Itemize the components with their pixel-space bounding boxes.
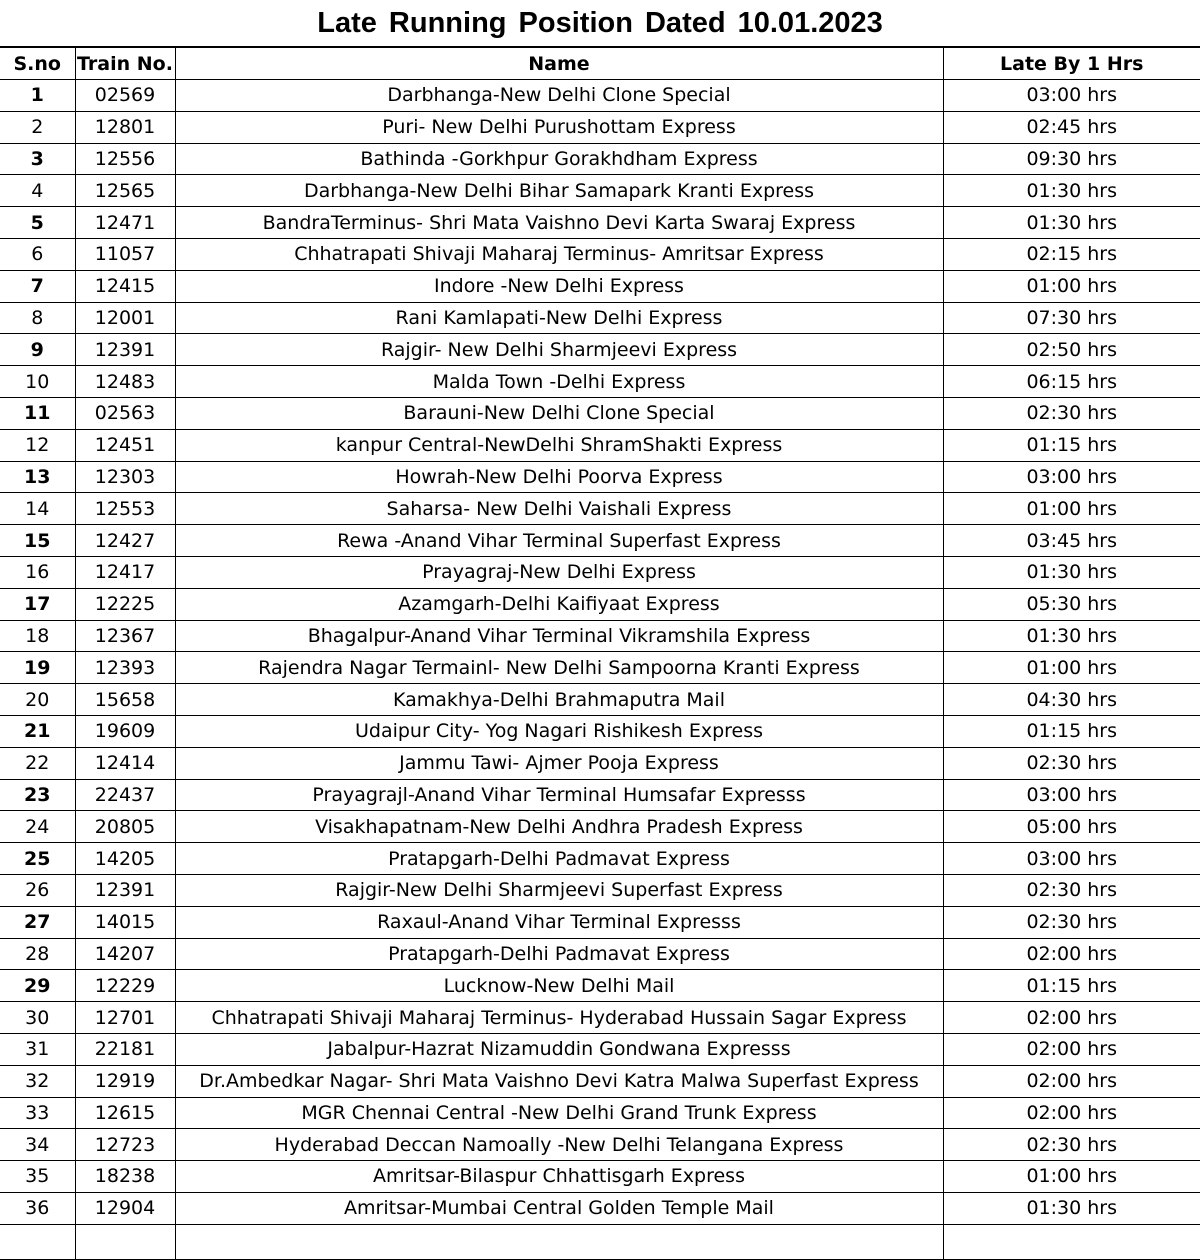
cell-train-name: Chhatrapati Shivaji Maharaj Terminus- Hyderabad Hussain Sagar Express [175, 1002, 943, 1034]
cell-sno: 12 [0, 429, 75, 461]
cell-train-no: 12415 [75, 270, 175, 302]
cell-train-no: 15658 [75, 684, 175, 716]
empty-cell [175, 1224, 943, 1259]
page-title: Late Running Position Dated 10.01.2023 [0, 0, 1200, 47]
table-row [0, 461, 1200, 493]
cell-train-name: Howrah-New Delhi Poorva Express [175, 461, 943, 493]
cell-late-by: 01:00 hrs [943, 493, 1200, 525]
cell-train-name: Pratapgarh-Delhi Padmavat Express [175, 938, 943, 970]
empty-row [0, 1224, 1200, 1259]
cell-late-by: 03:00 hrs [943, 779, 1200, 811]
cell-train-no: 12417 [75, 556, 175, 588]
cell-train-no: 12427 [75, 525, 175, 557]
cell-late-by: 02:50 hrs [943, 334, 1200, 366]
cell-train-name: Kamakhya-Delhi Brahmaputra Mail [175, 684, 943, 716]
table-row [0, 906, 1200, 938]
empty-cell [75, 1224, 175, 1259]
cell-train-name: Rajgir-New Delhi Sharmjeevi Superfast Express [175, 874, 943, 906]
cell-late-by: 03:00 hrs [943, 461, 1200, 493]
cell-late-by: 06:15 hrs [943, 366, 1200, 398]
table-row [0, 1097, 1200, 1129]
cell-sno: 9 [0, 334, 75, 366]
cell-sno: 5 [0, 207, 75, 239]
cell-train-no: 12367 [75, 620, 175, 652]
cell-late-by: 04:30 hrs [943, 684, 1200, 716]
table-row [0, 334, 1200, 366]
cell-sno: 3 [0, 143, 75, 175]
table-row [0, 1192, 1200, 1224]
cell-train-no: 12225 [75, 588, 175, 620]
cell-train-name: Udaipur City- Yog Nagari Rishikesh Express [175, 715, 943, 747]
table-row [0, 525, 1200, 557]
cell-train-no: 12701 [75, 1002, 175, 1034]
cell-train-name: Hyderabad Deccan Namoally -New Delhi Telangana Express [175, 1129, 943, 1161]
cell-sno: 30 [0, 1002, 75, 1034]
table-row [0, 843, 1200, 875]
cell-late-by: 03:45 hrs [943, 525, 1200, 557]
cell-late-by: 01:15 hrs [943, 429, 1200, 461]
cell-train-no: 12904 [75, 1192, 175, 1224]
cell-train-name: BandraTerminus- Shri Mata Vaishno Devi Karta Swaraj Express [175, 207, 943, 239]
cell-late-by: 02:00 hrs [943, 1002, 1200, 1034]
cell-sno: 35 [0, 1161, 75, 1193]
cell-train-name: Puri- New Delhi Purushottam Express [175, 111, 943, 143]
table-row [0, 1002, 1200, 1034]
cell-train-no: 12451 [75, 429, 175, 461]
cell-late-by: 01:30 hrs [943, 620, 1200, 652]
table-row [0, 1161, 1200, 1193]
cell-train-no: 12801 [75, 111, 175, 143]
cell-train-name: Amritsar-Mumbai Central Golden Temple Mail [175, 1192, 943, 1224]
table-row [0, 588, 1200, 620]
cell-sno: 26 [0, 874, 75, 906]
cell-sno: 19 [0, 652, 75, 684]
cell-late-by: 02:00 hrs [943, 1065, 1200, 1097]
cell-train-name: Darbhanga-New Delhi Clone Special [175, 80, 943, 112]
cell-train-name: Lucknow-New Delhi Mail [175, 970, 943, 1002]
cell-train-name: kanpur Central-NewDelhi ShramShakti Express [175, 429, 943, 461]
cell-train-name: Rajendra Nagar Termainl- New Delhi Sampoorna Kranti Express [175, 652, 943, 684]
cell-sno: 4 [0, 175, 75, 207]
table-row [0, 747, 1200, 779]
table-row [0, 811, 1200, 843]
cell-train-name: Raxaul-Anand Vihar Terminal Expresss [175, 906, 943, 938]
cell-train-name: MGR Chennai Central -New Delhi Grand Trunk Express [175, 1097, 943, 1129]
cell-train-no: 12391 [75, 874, 175, 906]
cell-train-no: 12553 [75, 493, 175, 525]
cell-late-by: 01:00 hrs [943, 652, 1200, 684]
cell-late-by: 02:30 hrs [943, 874, 1200, 906]
table-row [0, 80, 1200, 112]
cell-train-name: Darbhanga-New Delhi Bihar Samapark Kranti Express [175, 175, 943, 207]
cell-late-by: 09:30 hrs [943, 143, 1200, 175]
cell-train-no: 22437 [75, 779, 175, 811]
cell-train-name: Indore -New Delhi Express [175, 270, 943, 302]
cell-train-name: Rewa -Anand Vihar Terminal Superfast Express [175, 525, 943, 557]
table-row [0, 207, 1200, 239]
cell-sno: 17 [0, 588, 75, 620]
cell-late-by: 02:00 hrs [943, 938, 1200, 970]
cell-train-no: 14015 [75, 906, 175, 938]
cell-train-name: Saharsa- New Delhi Vaishali Express [175, 493, 943, 525]
cell-train-no: 19609 [75, 715, 175, 747]
late-running-table [0, 47, 1200, 1260]
cell-train-no: 20805 [75, 811, 175, 843]
table-row [0, 779, 1200, 811]
cell-sno: 24 [0, 811, 75, 843]
table-row [0, 111, 1200, 143]
cell-late-by: 02:00 hrs [943, 1033, 1200, 1065]
cell-late-by: 01:30 hrs [943, 207, 1200, 239]
cell-late-by: 01:00 hrs [943, 270, 1200, 302]
cell-sno: 20 [0, 684, 75, 716]
cell-late-by: 01:30 hrs [943, 556, 1200, 588]
cell-late-by: 05:00 hrs [943, 811, 1200, 843]
cell-train-no: 02569 [75, 80, 175, 112]
table-body [0, 80, 1200, 1260]
cell-sno: 10 [0, 366, 75, 398]
cell-train-no: 12414 [75, 747, 175, 779]
cell-train-name: Rani Kamlapati-New Delhi Express [175, 302, 943, 334]
table-row [0, 143, 1200, 175]
table-row [0, 970, 1200, 1002]
cell-train-name: Dr.Ambedkar Nagar- Shri Mata Vaishno Devi Katra Malwa Superfast Express [175, 1065, 943, 1097]
cell-train-name: Malda Town -Delhi Express [175, 366, 943, 398]
cell-train-name: Amritsar-Bilaspur Chhattisgarh Express [175, 1161, 943, 1193]
cell-late-by: 03:00 hrs [943, 843, 1200, 875]
empty-cell [943, 1224, 1200, 1259]
cell-late-by: 01:00 hrs [943, 1161, 1200, 1193]
cell-train-no: 22181 [75, 1033, 175, 1065]
table-row [0, 238, 1200, 270]
cell-sno: 33 [0, 1097, 75, 1129]
cell-train-no: 12393 [75, 652, 175, 684]
cell-train-name: Prayagraj-New Delhi Express [175, 556, 943, 588]
cell-sno: 7 [0, 270, 75, 302]
cell-late-by: 02:00 hrs [943, 1097, 1200, 1129]
cell-sno: 21 [0, 715, 75, 747]
cell-late-by: 05:30 hrs [943, 588, 1200, 620]
table-row [0, 493, 1200, 525]
cell-late-by: 01:30 hrs [943, 175, 1200, 207]
table-row [0, 938, 1200, 970]
cell-train-no: 12556 [75, 143, 175, 175]
cell-train-no: 12471 [75, 207, 175, 239]
header-name: Name [175, 48, 943, 80]
cell-train-name: Barauni-New Delhi Clone Special [175, 397, 943, 429]
table-row [0, 684, 1200, 716]
cell-late-by: 07:30 hrs [943, 302, 1200, 334]
header-late-by: Late By 1 Hrs [943, 48, 1200, 80]
table-row [0, 715, 1200, 747]
cell-sno: 32 [0, 1065, 75, 1097]
table-row [0, 1129, 1200, 1161]
cell-sno: 11 [0, 397, 75, 429]
cell-train-name: Rajgir- New Delhi Sharmjeevi Express [175, 334, 943, 366]
cell-train-no: 12615 [75, 1097, 175, 1129]
cell-sno: 2 [0, 111, 75, 143]
table-row [0, 429, 1200, 461]
table-row [0, 620, 1200, 652]
cell-sno: 1 [0, 80, 75, 112]
cell-train-name: Jammu Tawi- Ajmer Pooja Express [175, 747, 943, 779]
cell-sno: 15 [0, 525, 75, 557]
cell-train-no: 11057 [75, 238, 175, 270]
cell-late-by: 01:15 hrs [943, 970, 1200, 1002]
cell-train-no: 12483 [75, 366, 175, 398]
cell-train-no: 12919 [75, 1065, 175, 1097]
table-row [0, 874, 1200, 906]
cell-sno: 14 [0, 493, 75, 525]
cell-train-no: 12565 [75, 175, 175, 207]
table-row [0, 302, 1200, 334]
cell-train-name: Bathinda -Gorkhpur Gorakhdham Express [175, 143, 943, 175]
cell-train-no: 02563 [75, 397, 175, 429]
cell-train-name: Chhatrapati Shivaji Maharaj Terminus- Amritsar Express [175, 238, 943, 270]
empty-cell [0, 1224, 75, 1259]
cell-train-name: Pratapgarh-Delhi Padmavat Express [175, 843, 943, 875]
cell-late-by: 02:30 hrs [943, 906, 1200, 938]
cell-late-by: 02:15 hrs [943, 238, 1200, 270]
cell-sno: 6 [0, 238, 75, 270]
cell-sno: 22 [0, 747, 75, 779]
cell-sno: 25 [0, 843, 75, 875]
table-row [0, 175, 1200, 207]
table-row [0, 556, 1200, 588]
cell-train-name: Jabalpur-Hazrat Nizamuddin Gondwana Expresss [175, 1033, 943, 1065]
cell-train-no: 12723 [75, 1129, 175, 1161]
cell-sno: 16 [0, 556, 75, 588]
cell-sno: 8 [0, 302, 75, 334]
cell-train-no: 18238 [75, 1161, 175, 1193]
cell-late-by: 01:30 hrs [943, 1192, 1200, 1224]
cell-sno: 23 [0, 779, 75, 811]
cell-train-no: 12303 [75, 461, 175, 493]
cell-sno: 34 [0, 1129, 75, 1161]
cell-train-no: 12391 [75, 334, 175, 366]
cell-late-by: 02:30 hrs [943, 1129, 1200, 1161]
cell-sno: 36 [0, 1192, 75, 1224]
cell-train-name: Bhagalpur-Anand Vihar Terminal Vikramshila Express [175, 620, 943, 652]
table-row [0, 270, 1200, 302]
cell-late-by: 03:00 hrs [943, 80, 1200, 112]
cell-train-name: Prayagrajl-Anand Vihar Terminal Humsafar Expresss [175, 779, 943, 811]
cell-train-no: 14205 [75, 843, 175, 875]
table-row [0, 397, 1200, 429]
cell-train-name: Azamgarh-Delhi Kaifiyaat Express [175, 588, 943, 620]
cell-late-by: 01:15 hrs [943, 715, 1200, 747]
cell-train-no: 14207 [75, 938, 175, 970]
cell-train-name: Visakhapatnam-New Delhi Andhra Pradesh Express [175, 811, 943, 843]
cell-train-no: 12229 [75, 970, 175, 1002]
cell-sno: 27 [0, 906, 75, 938]
table-row [0, 1033, 1200, 1065]
cell-late-by: 02:30 hrs [943, 397, 1200, 429]
cell-sno: 13 [0, 461, 75, 493]
table-row [0, 1065, 1200, 1097]
cell-sno: 28 [0, 938, 75, 970]
cell-train-no: 12001 [75, 302, 175, 334]
table-row [0, 366, 1200, 398]
cell-sno: 31 [0, 1033, 75, 1065]
table-row [0, 652, 1200, 684]
cell-late-by: 02:30 hrs [943, 747, 1200, 779]
header-row [0, 48, 1200, 80]
cell-late-by: 02:45 hrs [943, 111, 1200, 143]
header-sno: S.no [0, 48, 75, 80]
cell-sno: 29 [0, 970, 75, 1002]
header-train-no: Train No. [75, 48, 175, 80]
cell-sno: 18 [0, 620, 75, 652]
